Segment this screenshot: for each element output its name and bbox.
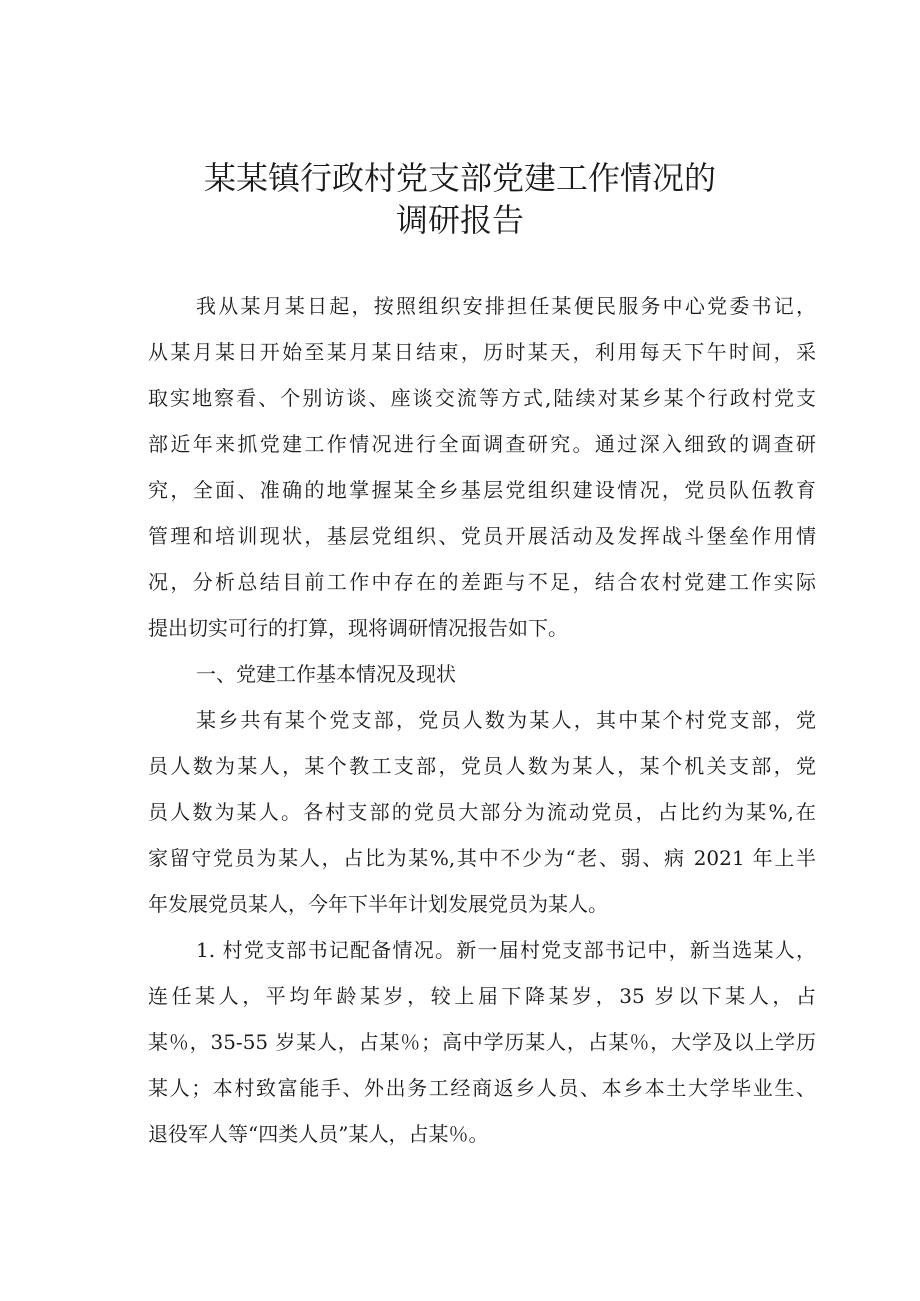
paragraph-3-line: 某％，35-55 岁某人，占某％；高中学历某人，占某％，大学及以上学历 — [148, 1030, 816, 1054]
paragraph-1-line: 究，全面、准确的地掌握某全乡基层党组织建设情况，党员队伍教育 — [148, 478, 816, 502]
paragraph-3-line: 连任某人，平均年龄某岁，较上届下降某岁，35 岁以下某人，占 — [148, 984, 816, 1008]
paragraph-1-line: 况，分析总结目前工作中存在的差距与不足，结合农村党建工作实际 — [148, 570, 816, 594]
paragraph-2-line: 员人数为某人，某个教工支部，党员人数为某人，某个机关支部，党 — [148, 754, 816, 778]
paragraph-1-line: 从某月某日开始至某月某日结束，历时某天，利用每天下午时间，采 — [148, 340, 816, 364]
paragraph-1-line: 提出切实可行的打算，现将调研情况报告如下。 — [148, 616, 568, 640]
paragraph-1-line: 部近年来抓党建工作情况进行全面调查研究。通过深入细致的调查研 — [148, 432, 816, 456]
paragraph-3-line: 退役军人等“四类人员”某人，占某％。 — [148, 1122, 489, 1146]
paragraph-3-line: 某人；本村致富能手、外出务工经商返乡人员、本乡本土大学毕业生、 — [148, 1076, 816, 1100]
document-title-line-2: 调研报告 — [395, 201, 524, 239]
paragraph-2-line: 家留守党员为某人，占比为某%,其中不少为“老、弱、病 2021 年上半 — [148, 846, 816, 870]
section-heading: 一、党建工作基本情况及现状 — [196, 662, 456, 686]
paragraph-1-line: 取实地察看、个别访谈、座谈交流等方式,陆续对某乡某个行政村党支 — [148, 386, 816, 410]
paragraph-2-line: 某乡共有某个党支部，党员人数为某人，其中某个村党支部，党 — [196, 708, 816, 732]
document-title-line-1: 某某镇行政村党支部党建工作情况的 — [203, 159, 716, 197]
paragraph-2-line: 年发展党员某人，今年下半年计划发展党员为某人。 — [148, 892, 608, 916]
paragraph-3-line: 1. 村党支部书记配备情况。新一届村党支部书记中，新当选某人， — [196, 938, 816, 962]
paragraph-1-line: 管理和培训现状，基层党组织、党员开展活动及发挥战斗堡垒作用情 — [148, 524, 816, 548]
paragraph-1-line: 我从某月某日起，按照组织安排担任某便民服务中心党委书记， — [196, 294, 816, 318]
paragraph-2-line: 员人数为某人。各村支部的党员大部分为流动党员，占比约为某%,在 — [148, 800, 816, 824]
